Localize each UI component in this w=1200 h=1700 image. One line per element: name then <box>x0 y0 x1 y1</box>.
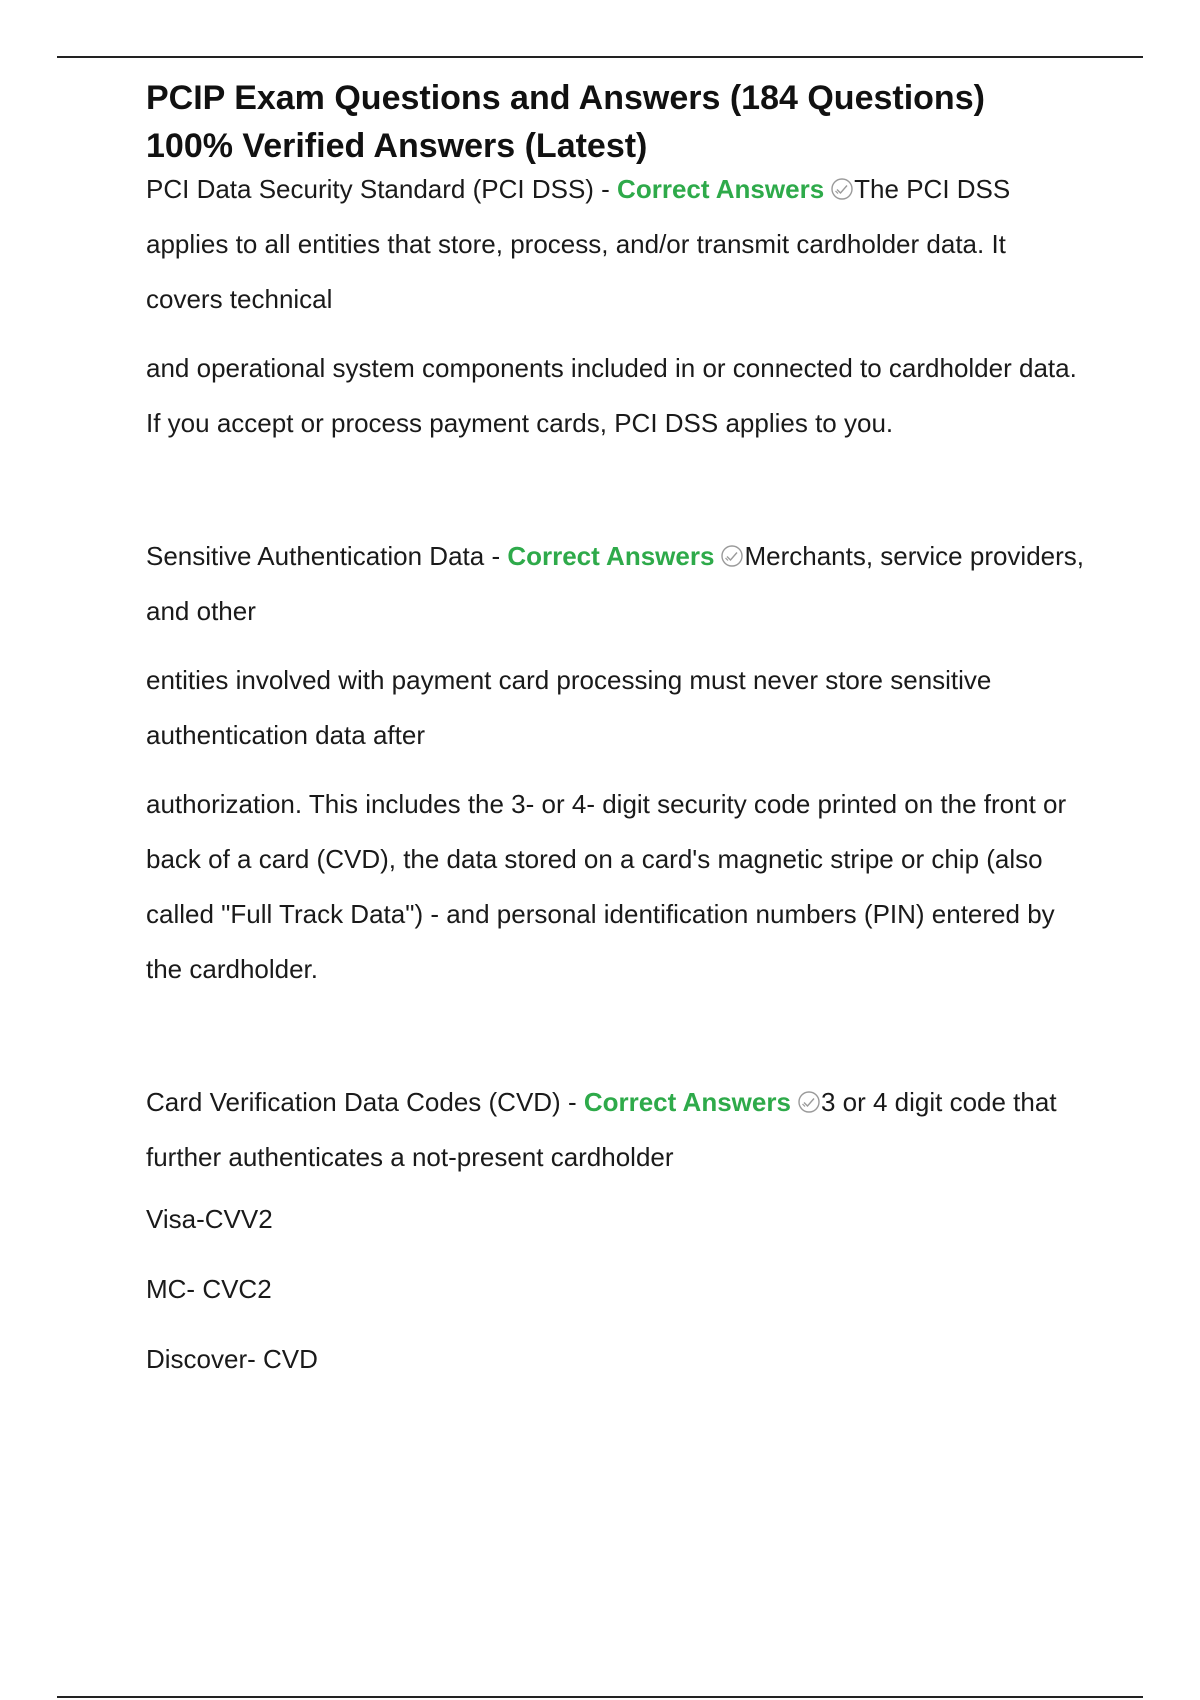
qa-entry-cvd <box>146 1075 1086 1379</box>
bottom-divider <box>57 1696 1143 1698</box>
check-circle-icon <box>797 1090 821 1114</box>
answer-paragraph: entities involved with payment card processing must never store sensitive authentication data after <box>146 665 992 750</box>
qa-entry-sensitive-auth-data <box>146 529 1086 997</box>
correct-answers-label: Correct Answers <box>507 541 715 571</box>
correct-answers-label: Correct Answers <box>583 1087 791 1117</box>
answer-paragraph: authorization. This includes the 3- or 4- digit security code printed on the front or back of a card (CVD), the data stored on a card's magnetic stripe or chip (also called "Full Track Data") - and personal identification numbers (PIN) entered by the cardholder. <box>146 789 1067 984</box>
qa-entry-first-paragraph <box>146 529 1086 639</box>
document-body <box>146 74 1086 1379</box>
title-line-2: 100% Verified Answers (Latest) <box>146 127 648 165</box>
code-line-mc: MC- CVC2 <box>146 1274 272 1304</box>
term: Sensitive Authentication Data - <box>146 541 508 571</box>
check-circle-icon <box>720 544 744 568</box>
answer-text: The PCI DSS applies to all entities that store, process, and/or transmit cardholder data. It covers technical <box>146 174 1011 314</box>
answer-text: Merchants, service providers, and other <box>146 541 1085 626</box>
term: PCI Data Security Standard (PCI DSS) - <box>146 174 618 204</box>
code-line-discover: Discover- CVD <box>146 1344 318 1374</box>
top-divider <box>57 56 1143 58</box>
code-line-visa: Visa-CVV2 <box>146 1204 273 1234</box>
qa-entry-pci-dss <box>146 162 1086 451</box>
document-title <box>146 74 1086 170</box>
term: Card Verification Data Codes (CVD) - <box>146 1087 584 1117</box>
correct-answers-label: Correct Answers <box>617 174 825 204</box>
answer-text: 3 or 4 digit code that further authenticates a not-present cardholder <box>146 1087 1057 1172</box>
check-circle-icon <box>830 177 854 201</box>
qa-entry-first-paragraph <box>146 162 1086 327</box>
qa-entry-first-paragraph <box>146 1075 1086 1185</box>
answer-paragraph: and operational system components included in or connected to cardholder data. If you accept or process payment cards, PCI DSS applies to you. <box>146 353 1077 438</box>
title-line-1: PCIP Exam Questions and Answers (184 Questions) <box>146 79 985 117</box>
